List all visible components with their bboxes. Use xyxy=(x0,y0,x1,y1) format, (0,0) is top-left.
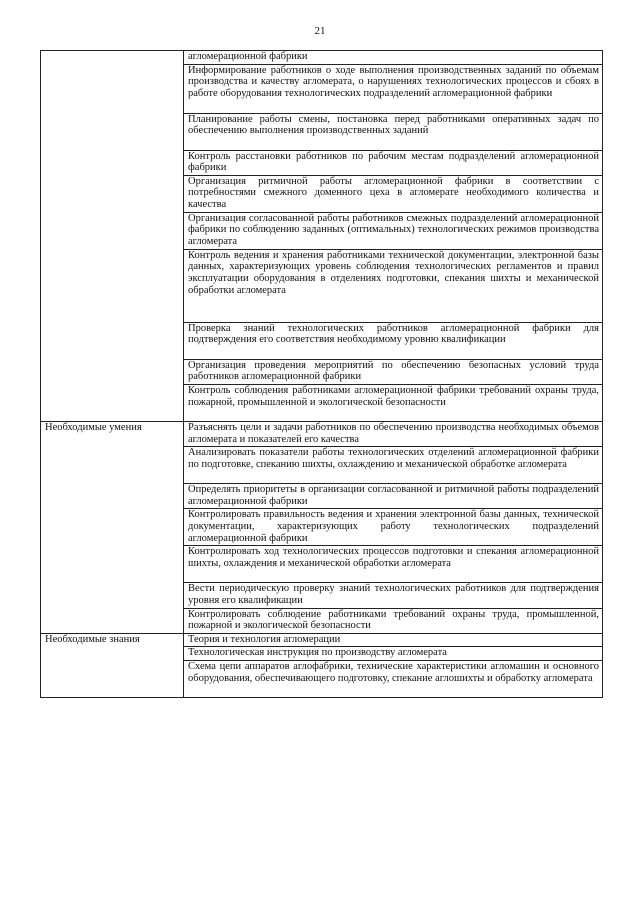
table-cell: Контролировать ход технологических процессов подготовки и спекания агломерационной шихты, охлаждения и механической обработки агломерата xyxy=(184,546,603,583)
table-cell: Теория и технология агломерации xyxy=(184,633,603,647)
table-row xyxy=(41,51,603,65)
table-cell: Контролировать правильность ведения и хранения электронной базы данных, технической документации, характеризующих работу технологических подразделений агломерационной фабрики xyxy=(184,509,603,546)
section-label-skills: Необходимые умения xyxy=(41,421,184,633)
section-label-knowledge: Необходимые знания xyxy=(41,633,184,697)
page-number: 21 xyxy=(314,25,326,37)
requirements-table xyxy=(40,50,603,698)
table-cell: Проверка знаний технологических работников агломерационной фабрики для подтверждения его соответствия необходимому уровню квалификации xyxy=(184,322,603,359)
table-row xyxy=(41,633,603,647)
table-cell: Технологическая инструкция по производству агломерата xyxy=(184,647,603,661)
table-cell: Вести периодическую проверку знаний технологических работников для подтверждения уровня его квалификации xyxy=(184,583,603,608)
table-cell: Контролировать соблюдение работниками требований охраны труда, промышленной, пожарной и экологической безопасности xyxy=(184,608,603,633)
table-cell: Планирование работы смены, постановка перед работниками оперативных задач по обеспечению выполнения производственных заданий xyxy=(184,113,603,150)
table-cell: Контроль расстановки работников по рабочим местам подразделений агломерационной фабрики xyxy=(184,150,603,175)
table-cell: Контроль ведения и хранения работниками технической документации, электронной базы данных, характеризующих уровень соблюдения технологических регламентов и правил эксплуатации оборудования в отделениях подготовки, спекания шихты и механической обработки агломерата xyxy=(184,249,603,322)
table-cell: Анализировать показатели работы технологических отделений агломерационной фабрики по подготовке, спеканию шихты, охлаждению и механической обработке агломерата xyxy=(184,447,603,484)
table-cell: Схема цепи аппаратов аглофабрики, технические характеристики агломашин и основного оборудования, обеспечивающего подготовку, спекание аглошихты и обработку агломерата xyxy=(184,660,603,697)
table-row xyxy=(41,421,603,446)
table-cell: Разъяснять цели и задачи работников по обеспечению производства необходимых объемов агломерата и показателей его качества xyxy=(184,421,603,446)
section-label-empty xyxy=(41,51,184,422)
table-cell: Организация проведения мероприятий по обеспечению безопасных условий труда работников агломерационной фабрики xyxy=(184,359,603,384)
table-cell: Контроль соблюдения работниками агломерационной фабрики требований охраны труда, пожарной, промышленной и экологической безопасности xyxy=(184,384,603,421)
table-cell: Определять приоритеты в организации согласованной и ритмичной работы подразделений агломерационной фабрики xyxy=(184,484,603,509)
table-cell: Организация согласованной работы работников смежных подразделений агломерационной фабрики по соблюдению заданных (оптимальных) технологических режимов производства агломерата xyxy=(184,212,603,249)
table-cell: агломерационной фабрики xyxy=(184,51,603,65)
table-cell: Организация ритмичной работы агломерационной фабрики в соответствии с потребностями смежного доменного цеха в агломерате необходимого количества и качества xyxy=(184,175,603,212)
table-cell: Информирование работников о ходе выполнения производственных заданий по объемам производства и качеству агломерата, о нарушениях технологических процессов и сбоях в работе оборудования технологических подразделений агломерационной фабрики xyxy=(184,64,603,113)
